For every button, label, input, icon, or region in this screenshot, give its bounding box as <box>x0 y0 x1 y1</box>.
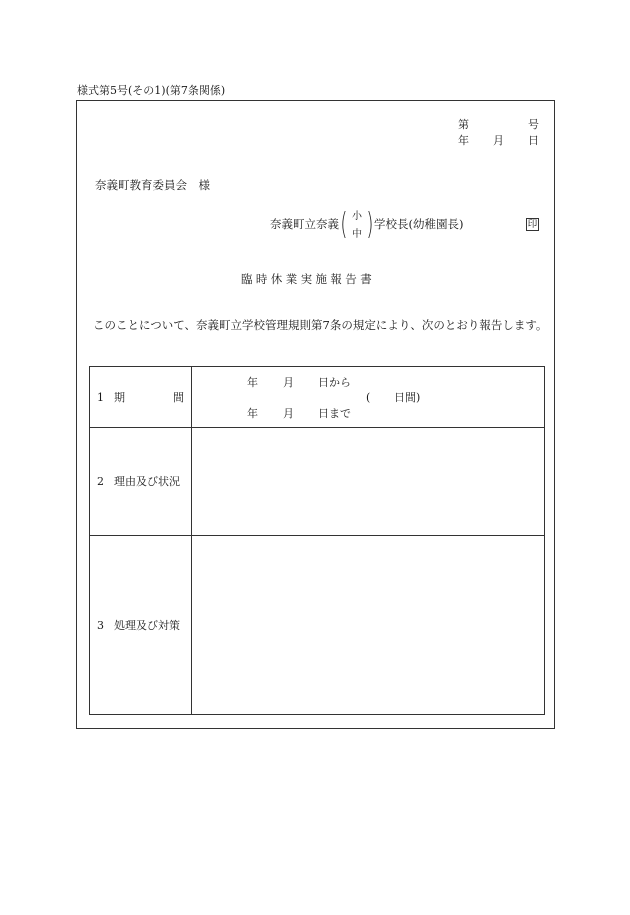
report-table <box>89 366 545 715</box>
doc-number-dai: 第 <box>458 118 469 131</box>
period-days-open: ( <box>366 391 371 404</box>
period-days-unit: 日間) <box>394 391 421 404</box>
document-title: 臨時休業実施報告書 <box>241 272 376 286</box>
table-row-divider <box>90 535 544 536</box>
period-to-day: 日まで <box>318 407 351 420</box>
period-label-start: 期 <box>114 391 125 404</box>
close-paren-glyph: ) <box>366 207 374 242</box>
period-number: 1 <box>97 391 104 404</box>
measures-label: 処理及び対策 <box>114 619 180 632</box>
doc-date-day: 日 <box>528 134 539 147</box>
seal-stamp: 印 <box>527 219 538 230</box>
school-type-junior-high: 中 <box>352 229 362 240</box>
body-text: このことについて、奈義町立学校管理規則第7条の規定により、次のとおり報告します。 <box>93 318 548 332</box>
measures-number: 3 <box>97 619 104 632</box>
reason-label: 理由及び状況 <box>114 475 180 488</box>
form-number-label: 様式第5号(その1)(第7条関係) <box>77 84 226 97</box>
table-column-divider <box>191 367 192 714</box>
period-from-day: 日から <box>318 376 351 389</box>
table-row-divider <box>90 427 544 428</box>
recipient: 奈義町教育委員会 様 <box>95 178 210 192</box>
period-from-year: 年 <box>247 376 258 389</box>
open-paren-glyph: ( <box>340 207 348 242</box>
reason-number: 2 <box>97 475 104 488</box>
sender-school-prefix: 奈義町立奈義 <box>270 217 339 231</box>
doc-date-month: 月 <box>493 134 504 147</box>
doc-date-year: 年 <box>458 134 469 147</box>
doc-number-go: 号 <box>528 118 539 131</box>
school-type-selector <box>340 208 374 246</box>
sender-title: 学校長(幼稚園長) <box>374 217 464 231</box>
period-to-year: 年 <box>247 407 258 420</box>
period-from-month: 月 <box>283 376 294 389</box>
period-label-end: 間 <box>173 391 184 404</box>
period-to-month: 月 <box>283 407 294 420</box>
school-type-elementary: 小 <box>352 211 362 222</box>
